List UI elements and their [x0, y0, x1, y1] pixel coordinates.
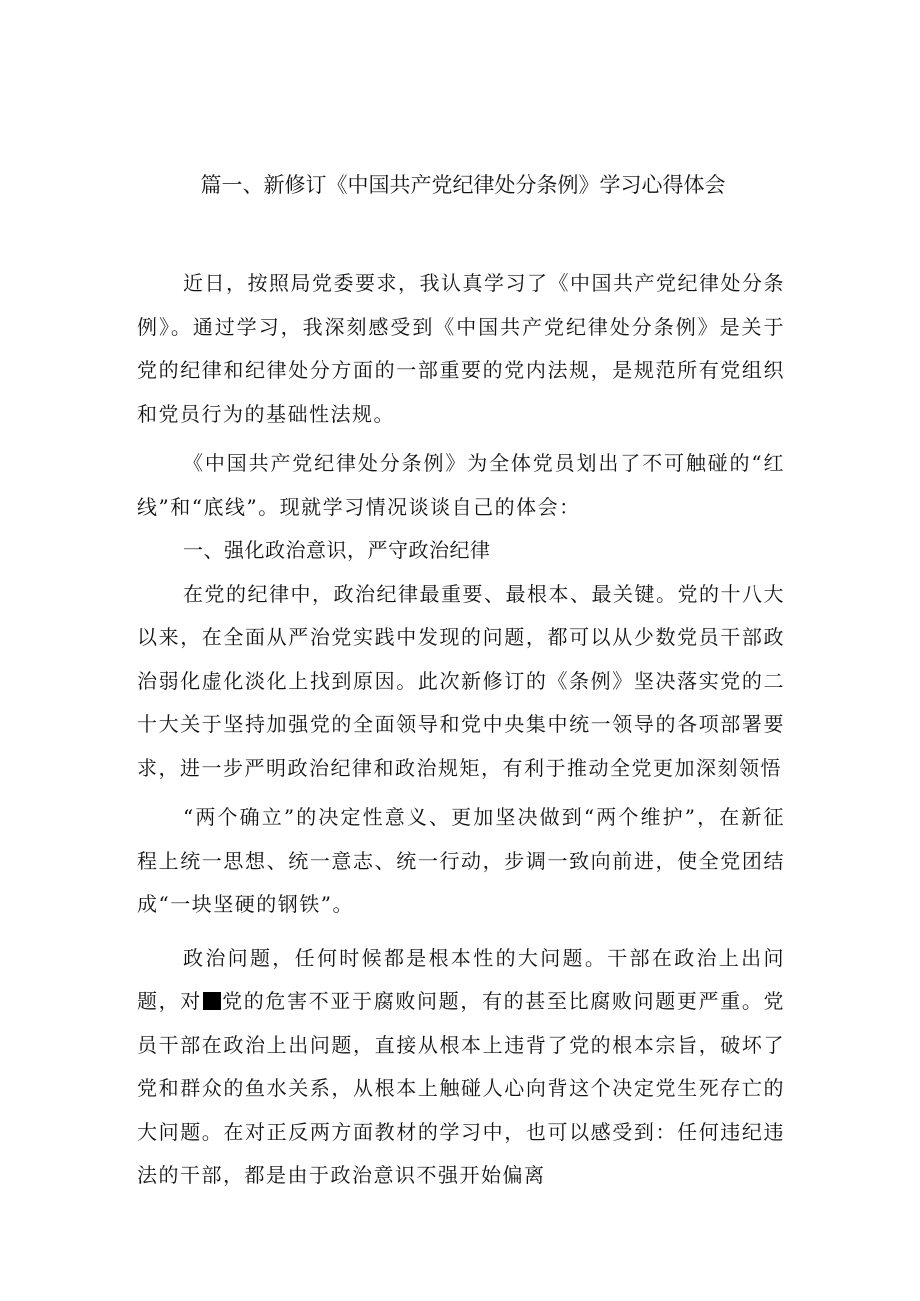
paragraph-two-establishments: “两个确立”的决定性意义、更加坚决做到“两个维护”，在新征程上统一思想、统一意志、统一行动，步调一致向前进，使全党团结成“一块坚硬的钢铁”。	[137, 805, 785, 916]
paragraph-political-problems-part-1: 政治问题，任何时候都是根本性的大问题。干部在政治上出问题，对	[137, 945, 785, 1013]
document-body	[137, 262, 785, 1198]
document-title: 篇一、新修订《中国共产党纪律处分条例》学习心得体会	[200, 173, 726, 197]
section-heading-1: 一、强化政治意识，严守政治纪律	[183, 538, 491, 562]
paragraph-political-discipline: 在党的纪律中，政治纪律最重要、最根本、最关键。党的十八大以来，在全面从严治党实践中发现的问题，都可以从少数党员干部政治弱化虚化淡化上找到原因。此次新修订的《条例》坚决落实党的二十大关于坚持加强党的全面领导和党中央集中统一领导的各项部署要求，进一步严明政治纪律和政治规矩，有利于推动全党更加深刻领悟	[137, 581, 785, 780]
paragraph-political-problems	[137, 937, 785, 1198]
paragraph-intro: 近日，按照局党委要求，我认真学习了《中国共产党纪律处分条例》。通过学习，我深刻感受到《中国共产党纪律处分条例》是关于党的纪律和纪律处分方面的一部重要的党内法规，是规范所有党组织和党员行为的基础性法规。	[137, 271, 785, 426]
paragraph-red-line: 《中国共产党纪律处分条例》为全体党员划出了不可触碰的“红线”和“底线”。现就学习情况谈谈自己的体会：	[137, 451, 785, 519]
redaction-block	[203, 992, 221, 1010]
paragraph-political-problems-part-2: 党的危害不亚于腐败问题，有的甚至比腐败问题更严重。党员干部在政治上出问题，直接从根本上违背了党的根本宗旨，破坏了党和群众的鱼水关系，从根本上触碰人心向背这个决定党生死存亡的大问题。在对正反两方面教材的学习中，也可以感受到：任何违纪违法的干部，都是由于政治意识不强开始偏离	[137, 989, 786, 1187]
